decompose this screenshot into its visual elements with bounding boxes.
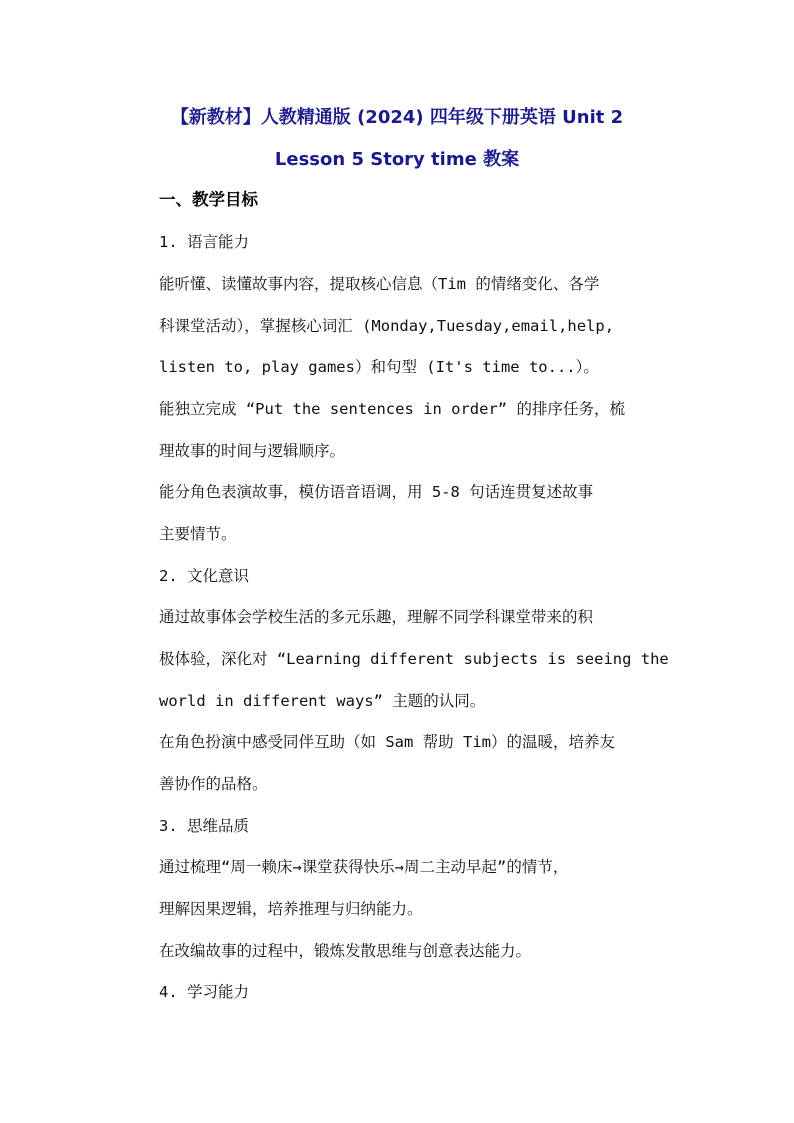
- paragraph-line: 在改编故事的过程中，锻炼发散思维与创意表达能力。: [159, 942, 532, 960]
- paragraph-line: 能分角色表演故事，模仿语音语调，用 5-8 句话连贯复述故事: [159, 483, 594, 501]
- subsection-heading-cultural-awareness: 2. 文化意识: [159, 567, 249, 585]
- paragraph-line: world in different ways” 主题的认同。: [159, 692, 486, 710]
- paragraph-line: 主要情节。: [159, 525, 237, 543]
- subsection-heading-thinking-quality: 3. 思维品质: [159, 817, 249, 835]
- paragraph-line: 通过故事体会学校生活的多元乐趣，理解不同学科课堂带来的积: [159, 608, 594, 626]
- paragraph-line: listen to, play games）和句型 (It's time to...）。: [159, 358, 599, 376]
- document-title-line-2: Lesson 5 Story time 教案: [274, 149, 520, 170]
- paragraph-line: 善协作的品格。: [159, 775, 268, 793]
- document-title-line-1: 【新教材】人教精通版 (2024) 四年级下册英语 Unit 2: [170, 107, 624, 128]
- paragraph-line: 能听懂、读懂故事内容，提取核心信息（Tim 的情绪变化、各学: [159, 275, 600, 293]
- subsection-heading-language-ability: 1. 语言能力: [159, 233, 249, 251]
- paragraph-line: 能独立完成 “Put the sentences in order” 的排序任务，梳: [159, 400, 625, 418]
- paragraph-line: 理解因果逻辑，培养推理与归纳能力。: [159, 900, 423, 918]
- section-heading-teaching-objectives: 一、教学目标: [159, 190, 258, 209]
- subsection-heading-learning-ability: 4. 学习能力: [159, 983, 249, 1001]
- paragraph-line: 极体验，深化对 “Learning different subjects is seeing the: [159, 650, 669, 668]
- paragraph-line: 科课堂活动），掌握核心词汇 (Monday,Tuesday,email,help,: [159, 317, 615, 335]
- paragraph-line: 在角色扮演中感受同伴互助（如 Sam 帮助 Tim）的温暖，培养友: [159, 733, 615, 751]
- paragraph-line: 理故事的时间与逻辑顺序。: [159, 442, 346, 460]
- paragraph-line: 通过梳理“周一赖床→课堂获得快乐→周二主动早起”的情节，: [159, 858, 569, 876]
